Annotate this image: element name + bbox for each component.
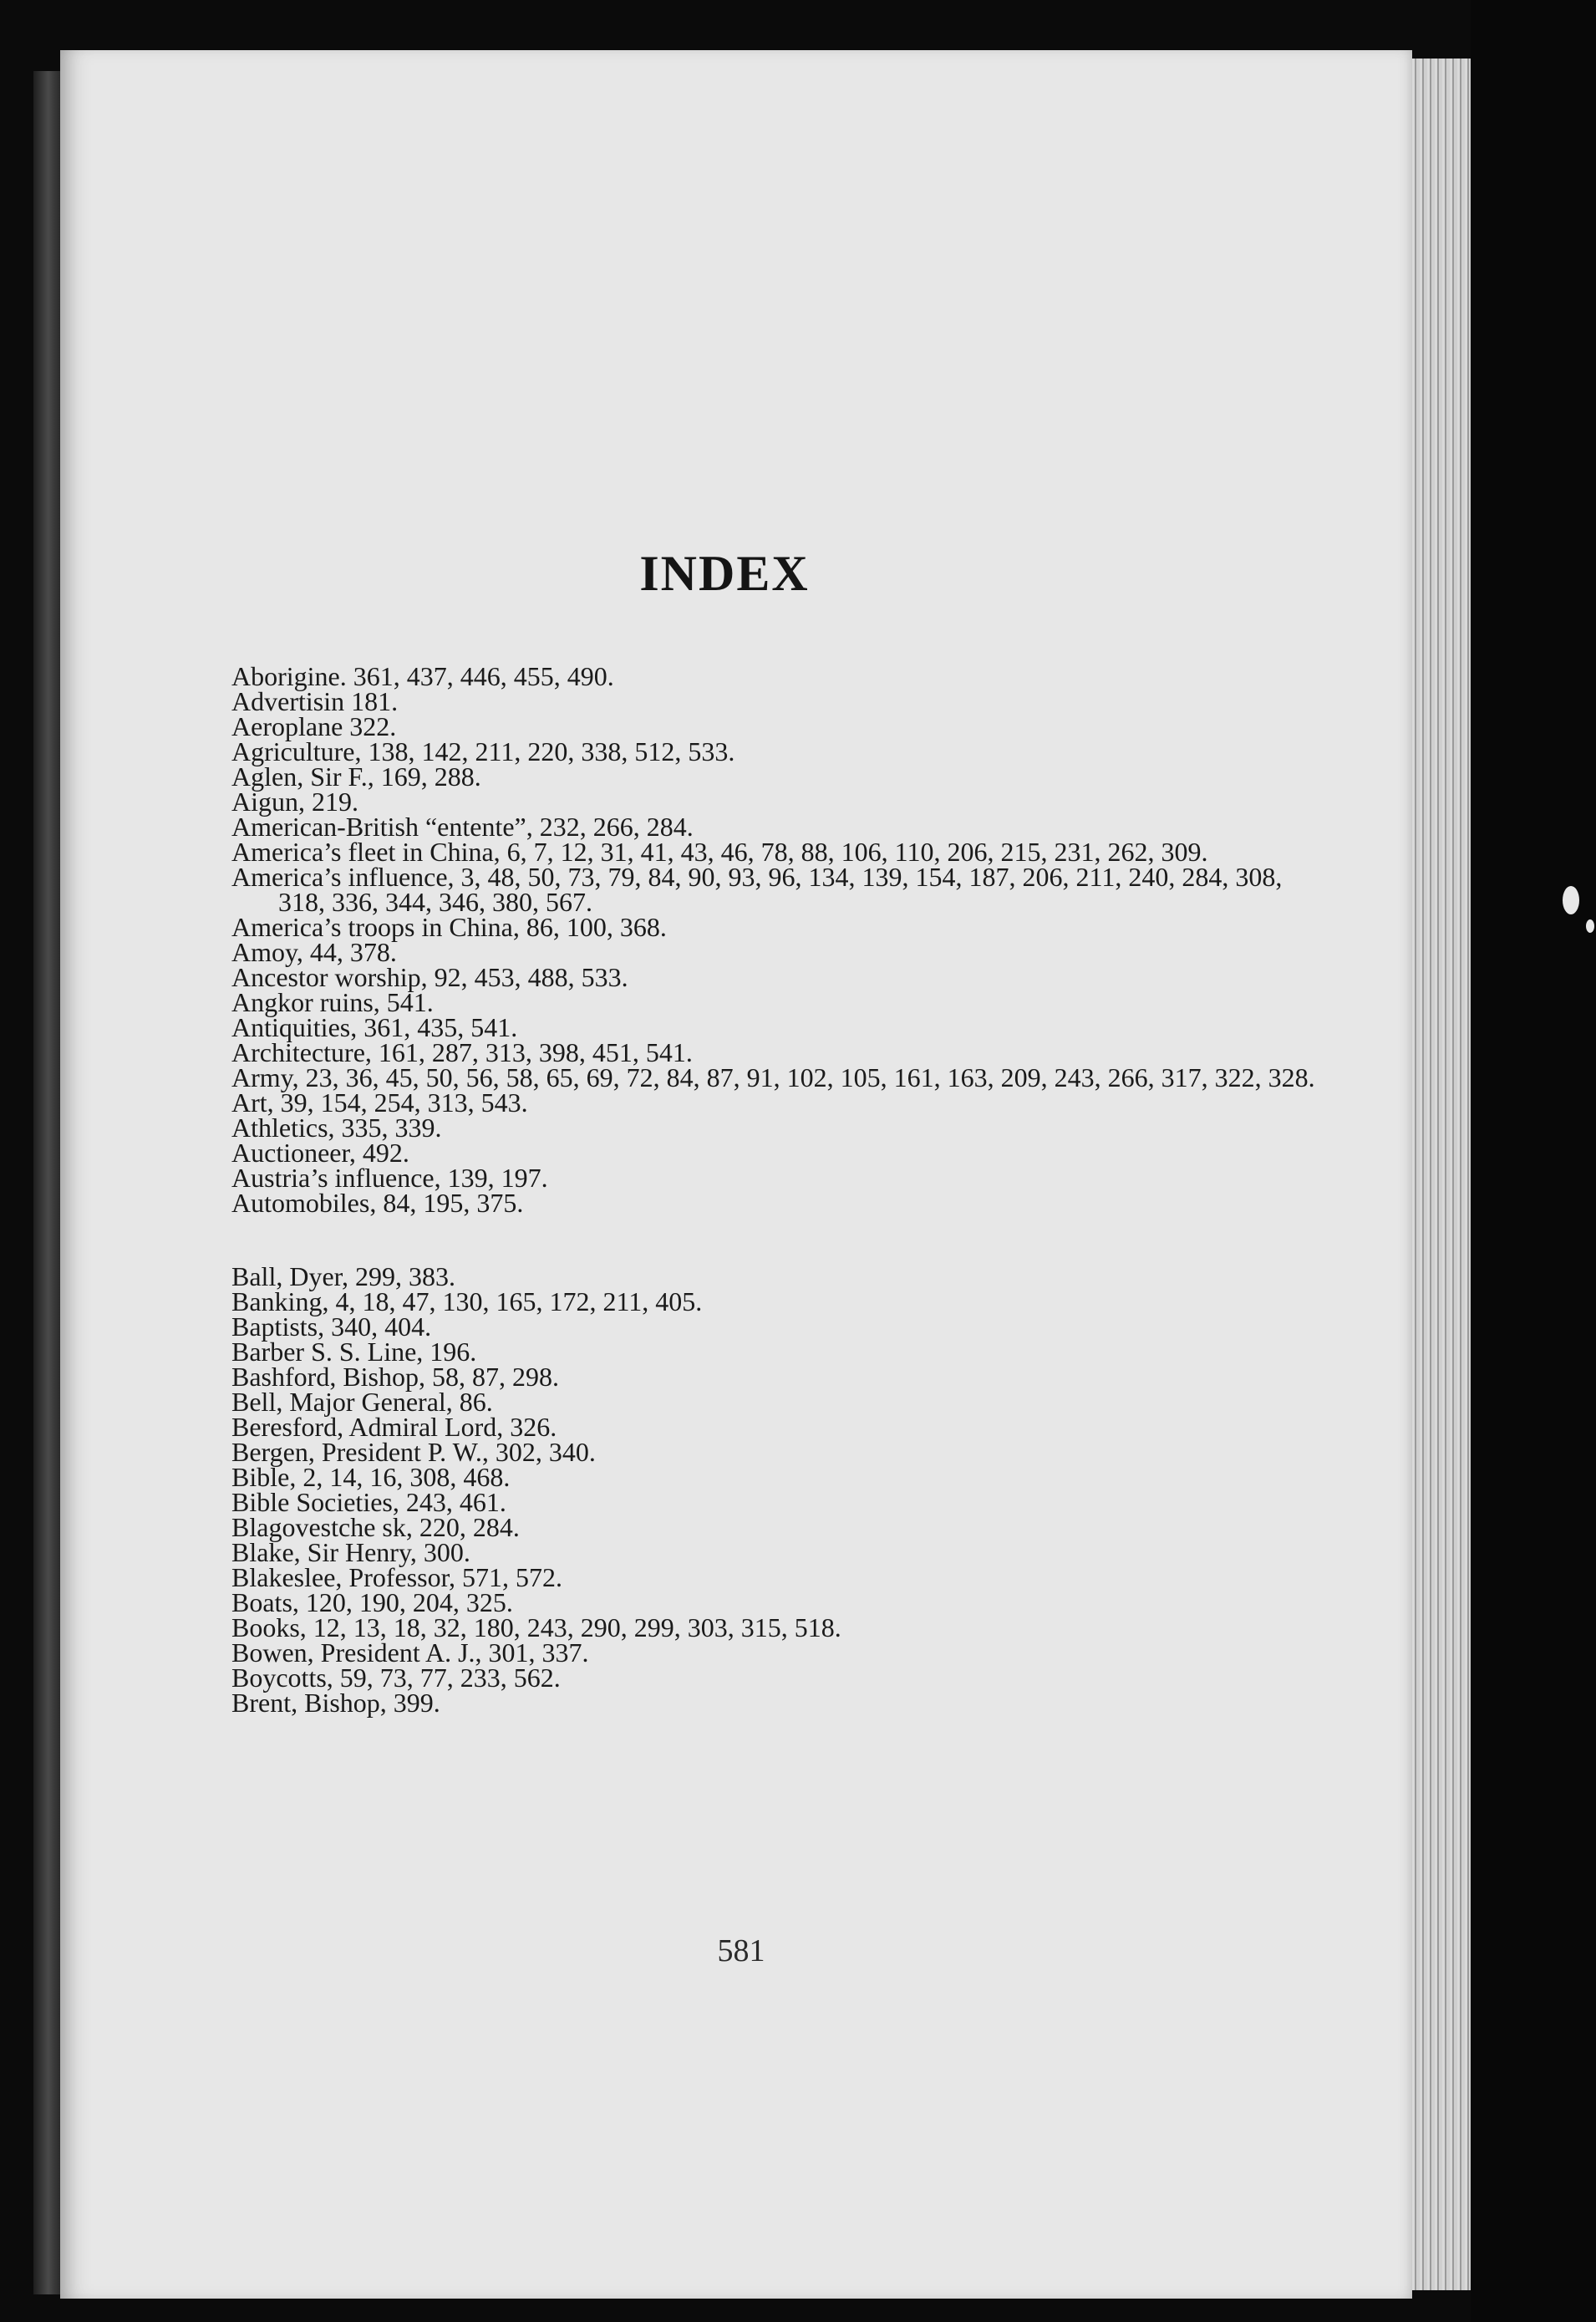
index-entry: American-British “entente”, 232, 266, 284. <box>231 812 694 842</box>
index-entry: Bowen, President A. J., 301, 337. <box>231 1637 589 1668</box>
index-entry: Advertisin 181. <box>231 686 399 716</box>
index-entry: Bashford, Bishop, 58, 87, 298. <box>231 1362 559 1392</box>
left-page-spine <box>33 71 60 2294</box>
index-entry: Boycotts, 59, 73, 77, 233, 562. <box>231 1663 561 1693</box>
index-entry: Books, 12, 13, 18, 32, 180, 243, 290, 299, 303, 315, 518. <box>231 1612 841 1642</box>
index-entry: Austria’s influence, 139, 197. <box>231 1163 548 1193</box>
index-entry: Bible Societies, 243, 461. <box>231 1487 506 1517</box>
index-entry: Agriculture, 138, 142, 211, 220, 338, 512, 533. <box>231 736 735 766</box>
scan-blemish <box>1563 886 1579 914</box>
index-entry: Athletics, 335, 339. <box>231 1113 442 1143</box>
scan-blemish <box>1586 919 1594 933</box>
index-entry: Aigun, 219. <box>231 787 358 817</box>
index-entry: Amoy, 44, 378. <box>231 937 397 967</box>
index-entry: Bergen, President P. W., 302, 340. <box>231 1437 596 1467</box>
index-entry: Aglen, Sir F., 169, 288. <box>231 761 481 792</box>
index-entry: Army, 23, 36, 45, 50, 56, 58, 65, 69, 72, 84, 87, 91, 102, 105, 161, 163, 209, 243, 266, 317, 322, 328. <box>231 1062 1315 1092</box>
index-entry: Architecture, 161, 287, 313, 398, 451, 541. <box>231 1037 693 1067</box>
index-entry: Barber S. S. Line, 196. <box>231 1337 477 1367</box>
index-entry: Automobiles, 84, 195, 375. <box>231 1188 524 1218</box>
page-title: INDEX <box>639 546 810 601</box>
index-entry: Banking, 4, 18, 47, 130, 165, 172, 211, 405. <box>231 1286 703 1316</box>
scan-background <box>1471 0 1596 2322</box>
index-entry: Aeroplane 322. <box>231 711 397 741</box>
index-entry: Bell, Major General, 86. <box>231 1387 493 1417</box>
index-entry: America’s influence, 3, 48, 50, 73, 79, 84, 90, 93, 96, 134, 139, 154, 187, 206, 211, 240, 284, 308, 318, 336, 344, 346, 380, 567. <box>231 862 1283 917</box>
index-entry: Art, 39, 154, 254, 313, 543. <box>231 1087 528 1118</box>
index-entry: Bible, 2, 14, 16, 308, 468. <box>231 1462 511 1492</box>
index-entry: Baptists, 340, 404. <box>231 1311 432 1342</box>
page-stack-edges <box>1412 59 1471 2290</box>
index-entry: Angkor ruins, 541. <box>231 987 434 1017</box>
section-gap <box>231 1215 1334 1264</box>
index-entry: Ball, Dyer, 299, 383. <box>231 1261 456 1291</box>
index-entry: Aborigine. 361, 437, 446, 455, 490. <box>231 661 614 691</box>
index-entry-list <box>231 661 1334 1718</box>
index-entry: Blagovestche sk, 220, 284. <box>231 1512 520 1542</box>
index-entry: Blakeslee, Professor, 571, 572. <box>231 1562 562 1592</box>
index-entry: Boats, 120, 190, 204, 325. <box>231 1587 513 1617</box>
index-entry: Auctioneer, 492. <box>231 1138 409 1168</box>
index-entry: America’s troops in China, 86, 100, 368. <box>231 912 667 942</box>
index-entry: America’s fleet in China, 6, 7, 12, 31, 41, 43, 46, 78, 88, 106, 110, 206, 215, 231, 262, 309. <box>231 837 1208 867</box>
index-entry: Ancestor worship, 92, 453, 488, 533. <box>231 962 628 992</box>
index-entry: Blake, Sir Henry, 300. <box>231 1537 470 1567</box>
index-entry: Brent, Bishop, 399. <box>231 1688 440 1718</box>
index-entry: Antiquities, 361, 435, 541. <box>231 1012 518 1042</box>
index-entry: Beresford, Admiral Lord, 326. <box>231 1412 557 1442</box>
page-number: 581 <box>717 1933 765 1968</box>
book-page <box>60 50 1412 2299</box>
